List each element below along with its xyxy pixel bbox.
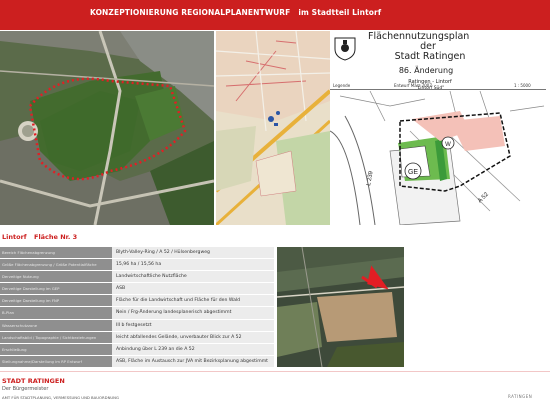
fnp-scale: 1 : 5000 (514, 83, 531, 88)
table-row (0, 259, 274, 271)
table-row-label: Derzeitige Nutzung (0, 271, 112, 282)
city-coat-of-arms-icon (334, 37, 356, 61)
table-row-value: ASB (112, 283, 274, 294)
fnp-title-line2: der (420, 41, 436, 52)
table-row-label: B-Plan (0, 307, 112, 318)
fnp-divider (330, 89, 546, 90)
fnp-title-line3: Stadt Ratingen (394, 51, 466, 62)
footer-organization: STADT RATINGEN (2, 377, 65, 385)
fnp-plan-panel (330, 31, 546, 225)
fnp-date: Entwurf März 2007 (394, 83, 432, 88)
fnp-legend-label: Legende (333, 83, 351, 88)
city-map (216, 31, 330, 225)
table-row (0, 283, 274, 295)
table-row-label: Stellungnahme/Darstellung im RP Entwurf (0, 356, 112, 367)
fnp-map (330, 91, 546, 225)
table-row (0, 320, 274, 332)
header-title (90, 8, 381, 17)
table-row-value: Landwirtschaftliche Nutzfläche (112, 271, 274, 282)
ge-zone-label: GE (407, 169, 419, 176)
table-row-label: Derzeitige Darstellung im GEP (0, 283, 112, 294)
table-row-value: III b festgesetzt (112, 320, 274, 331)
table-row-label: Derzeitige Darstellung im FNP (0, 295, 112, 306)
attribute-table (0, 247, 274, 368)
footer-subtitle: Der Bürgermeister (2, 386, 49, 392)
city-map-image (216, 31, 330, 225)
road-label-a52: A 52 (477, 191, 490, 205)
fnp-title-line1: Flächennutzungsplan (368, 31, 470, 42)
header-band (0, 0, 550, 30)
table-row-label: Wasserschutzzone (0, 320, 112, 331)
table-row-label: Bereich Flächenabgrenzung (0, 247, 112, 258)
section-area-label: Fläche Nr. 3 (34, 233, 78, 241)
table-row-value: Fläche für die Landwirtschaft und Fläche für den Wald (112, 295, 274, 306)
table-row (0, 332, 274, 344)
w-zone-label: W (445, 142, 451, 148)
table-row-label: Größe Flächenabgrenzung / Größe Potentialfläche (0, 259, 112, 270)
oblique-aerial-photo (277, 247, 404, 367)
footer-divider (0, 371, 550, 372)
table-row (0, 307, 274, 319)
table-row-value: Nein / Frg-Änderung landesplanerisch abgestimmt (112, 307, 274, 318)
table-row (0, 271, 274, 283)
section-place-label: Lintorf (2, 233, 27, 241)
table-row-label: Erschließung (0, 344, 112, 355)
table-row-value: Anbindung über L 239 an die A 52 (112, 344, 274, 355)
table-row (0, 247, 274, 259)
table-row-value: 15,96 ha / 15,56 ha (112, 259, 274, 270)
table-row-value: ASB, Fläche im Austausch zur JVA mit Bezirksplanung abgestimmt (112, 356, 274, 367)
header-title-sub: im Stadtteil Lintorf (298, 8, 382, 17)
table-row (0, 344, 274, 356)
footer-city-logo: RATINGEN (508, 394, 533, 399)
table-row-value: leicht abfallendes Gelände, unverbauter Blick zur A 52 (112, 332, 274, 343)
oblique-aerial-photo-image (277, 247, 404, 367)
fnp-change-number: 86. Änderung (398, 66, 454, 75)
aerial-photo (0, 31, 214, 225)
road-label-l239: L 239 (366, 170, 375, 187)
fnp-location: Ratingen - Lintorf (408, 79, 452, 85)
table-row (0, 295, 274, 307)
table-row-label: Landschaftsbild / Topographie / Sichtbeziehungen (0, 332, 112, 343)
aerial-photo-image (0, 31, 214, 225)
table-row-value: Blyth-Valley-Ring / A 52 / Hülsenbergweg (112, 247, 274, 258)
header-title-main: KONZEPTIONIERUNG REGIONALPLANENTWURF (90, 8, 291, 17)
footer-department: AMT FÜR STADTPLANUNG, VERMESSUNG UND BAUORDNUNG (2, 395, 119, 400)
table-row (0, 356, 274, 368)
